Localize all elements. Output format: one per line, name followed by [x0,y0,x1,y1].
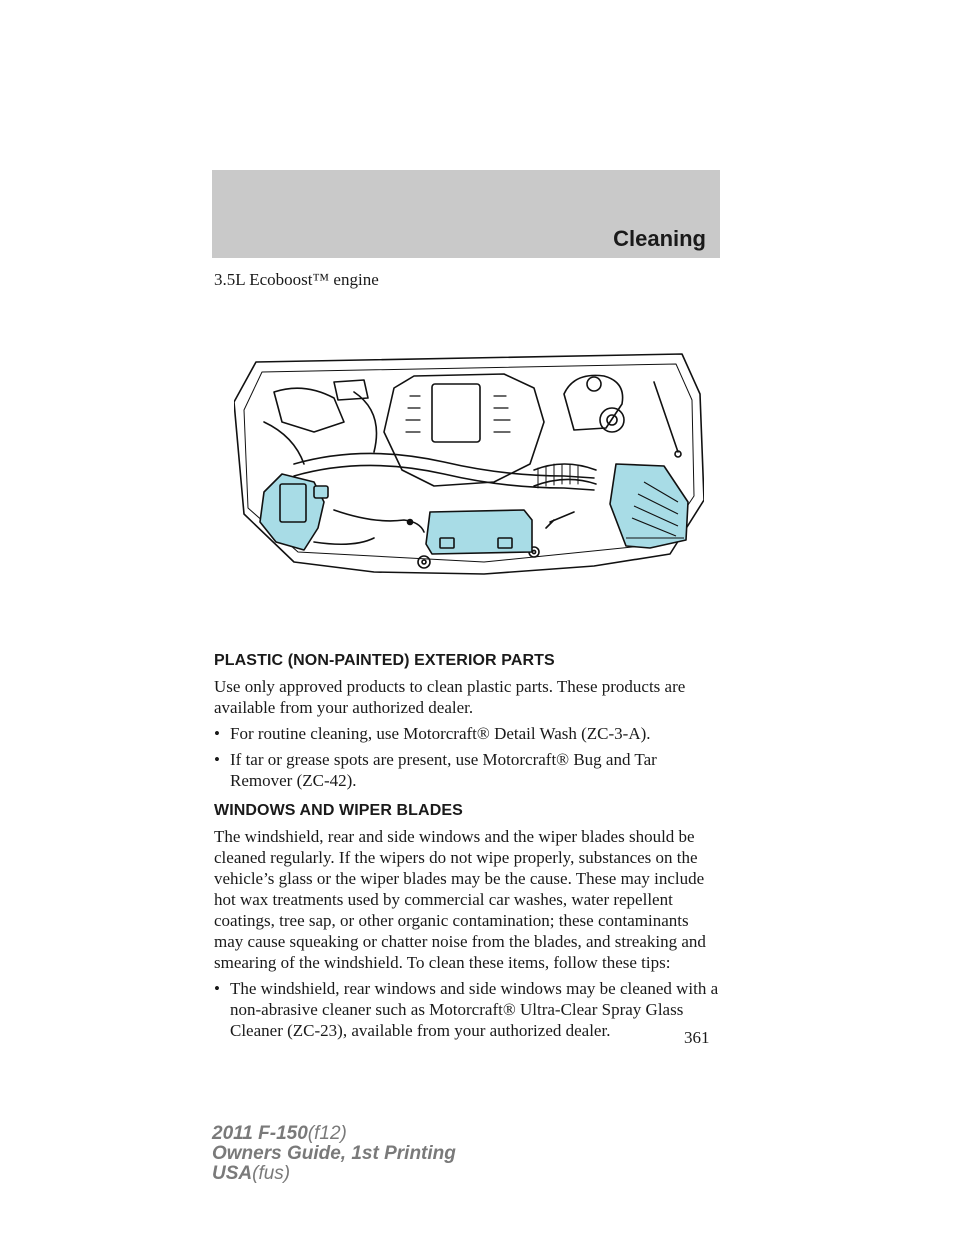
bullet-marker: • [214,979,220,998]
plastic-parts-list [214,723,720,791]
page-number: 361 [684,1028,710,1047]
list-item-text: The windshield, rear windows and side windows may be cleaned with a non-abrasive cleaner such as Motorcraft® Ultra-Clear Spray Glass Cleaner (ZC-23), available from your authorized dealer. [230,979,719,1040]
section-header-bar [212,170,720,258]
list-item [214,749,720,791]
footer-region: USA [212,1163,253,1184]
body-content [214,650,720,1050]
list-item-text: For routine cleaning, use Motorcraft® Detail Wash (ZC-3-A). [230,724,651,743]
bullet-marker: • [214,724,220,743]
list-item [214,723,720,744]
footer-line-region [212,1164,456,1184]
plastic-parts-paragraph: Use only approved products to clean plastic parts. These products are available from your authorized dealer. [214,677,686,717]
section-title: Cleaning [613,226,706,251]
windows-wipers-paragraph: The windshield, rear and side windows and the wiper blades should be cleaned regularly. If the wipers do not wipe properly, substances on the vehicle’s glass or the wiper blades may be the cause. These may include hot wax treatments used by commercial car washes, water repellent coatings, tree sap, or other organic contamination; these contaminants may cause squeaking or chatter noise from the blades, and streaking and smearing of the windshield. To clean these items, follow these tips: [214,827,706,972]
footer-model: 2011 F-150 [212,1123,308,1144]
bullet-marker: • [214,750,220,769]
figure-caption: 3.5L Ecoboost™ engine [214,270,379,289]
footer-print-info [212,1124,456,1184]
footer-line-guide: Owners Guide, 1st Printing [212,1143,456,1164]
list-item [214,978,720,1041]
engine-compartment-illustration [234,352,704,582]
list-item-text: If tar or grease spots are present, use Motorcraft® Bug and Tar Remover (ZC-42). [230,750,657,790]
footer-region-code: (fus) [252,1163,291,1184]
footer-model-code: (f12) [307,1123,347,1144]
heading-windows-wipers: WINDOWS AND WIPER BLADES [214,802,463,819]
footer-line-model [212,1124,456,1144]
heading-plastic-parts: PLASTIC (NON-PAINTED) EXTERIOR PARTS [214,652,555,669]
windows-wipers-list [214,978,720,1041]
